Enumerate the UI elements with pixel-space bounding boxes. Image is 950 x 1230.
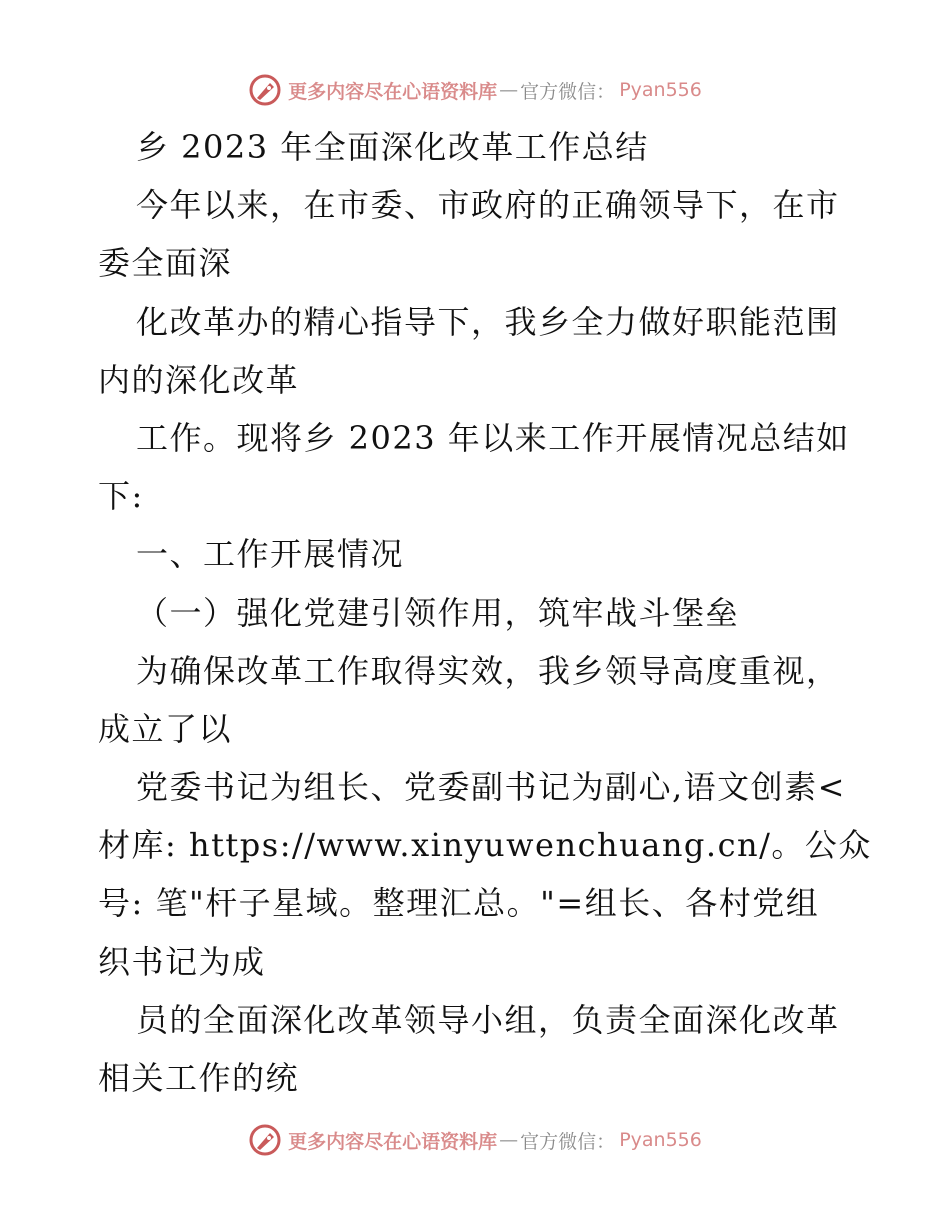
paragraph-line: 工作。现将乡 2023 年以来工作开展情况总结如 [136,418,850,457]
subsection-heading: （一）强化党建引领作用，筑牢战斗堡垒 [136,593,740,632]
paragraph-line: 为确保改革工作取得实效，我乡领导高度重视， [136,651,840,690]
paragraph-line: 员的全面深化改革领导小组，负责全面深化改革 [136,1000,840,1039]
paragraph-line: 织书记为成 [98,942,266,981]
watermark-dash: — [499,1129,519,1151]
paragraph-line: 今年以来，在市委、市政府的正确领导下，在市 [136,186,840,225]
watermark-brand-text: 更多内容尽在心语资料库 [288,80,498,103]
paragraph-line: 委全面深 [98,244,233,283]
watermark-account: Pyan556 [619,79,702,101]
watermark-dash: — [499,79,519,101]
pen-nib-logo-icon [248,1123,282,1157]
paragraph-line: 相关工作的统 [98,1059,300,1097]
header-watermark [0,70,950,110]
paragraph-line: 党委书记为组长、党委副书记为副心,语文创素< [136,768,846,807]
section-heading: 一、工作开展情况 [136,535,405,574]
watermark-brand-text: 更多内容尽在心语资料库 [288,1130,498,1153]
pen-nib-logo-icon [248,73,282,107]
paragraph-line: 内的深化改革 [98,360,300,399]
document-body [98,118,872,1107]
paragraph-line: 号: 笔"杆子星域。整理汇总。"=组长、各村党组 [98,884,820,923]
footer-watermark [0,1120,950,1160]
paragraph-line: 化改革办的精心指导下，我乡全力做好职能范围 [136,302,840,341]
document-title: 乡 2023 年全面深化改革工作总结 [136,128,649,166]
paragraph-line: 成立了以 [98,709,233,748]
watermark-label: 官方微信： [520,80,616,103]
paragraph-line: 下: [98,477,144,516]
watermark-account: Pyan556 [619,1129,702,1151]
paragraph-line: 材库: https://www.xinyuwenchuang.cn/。公众 [98,826,872,865]
watermark-label: 官方微信： [520,1130,616,1153]
